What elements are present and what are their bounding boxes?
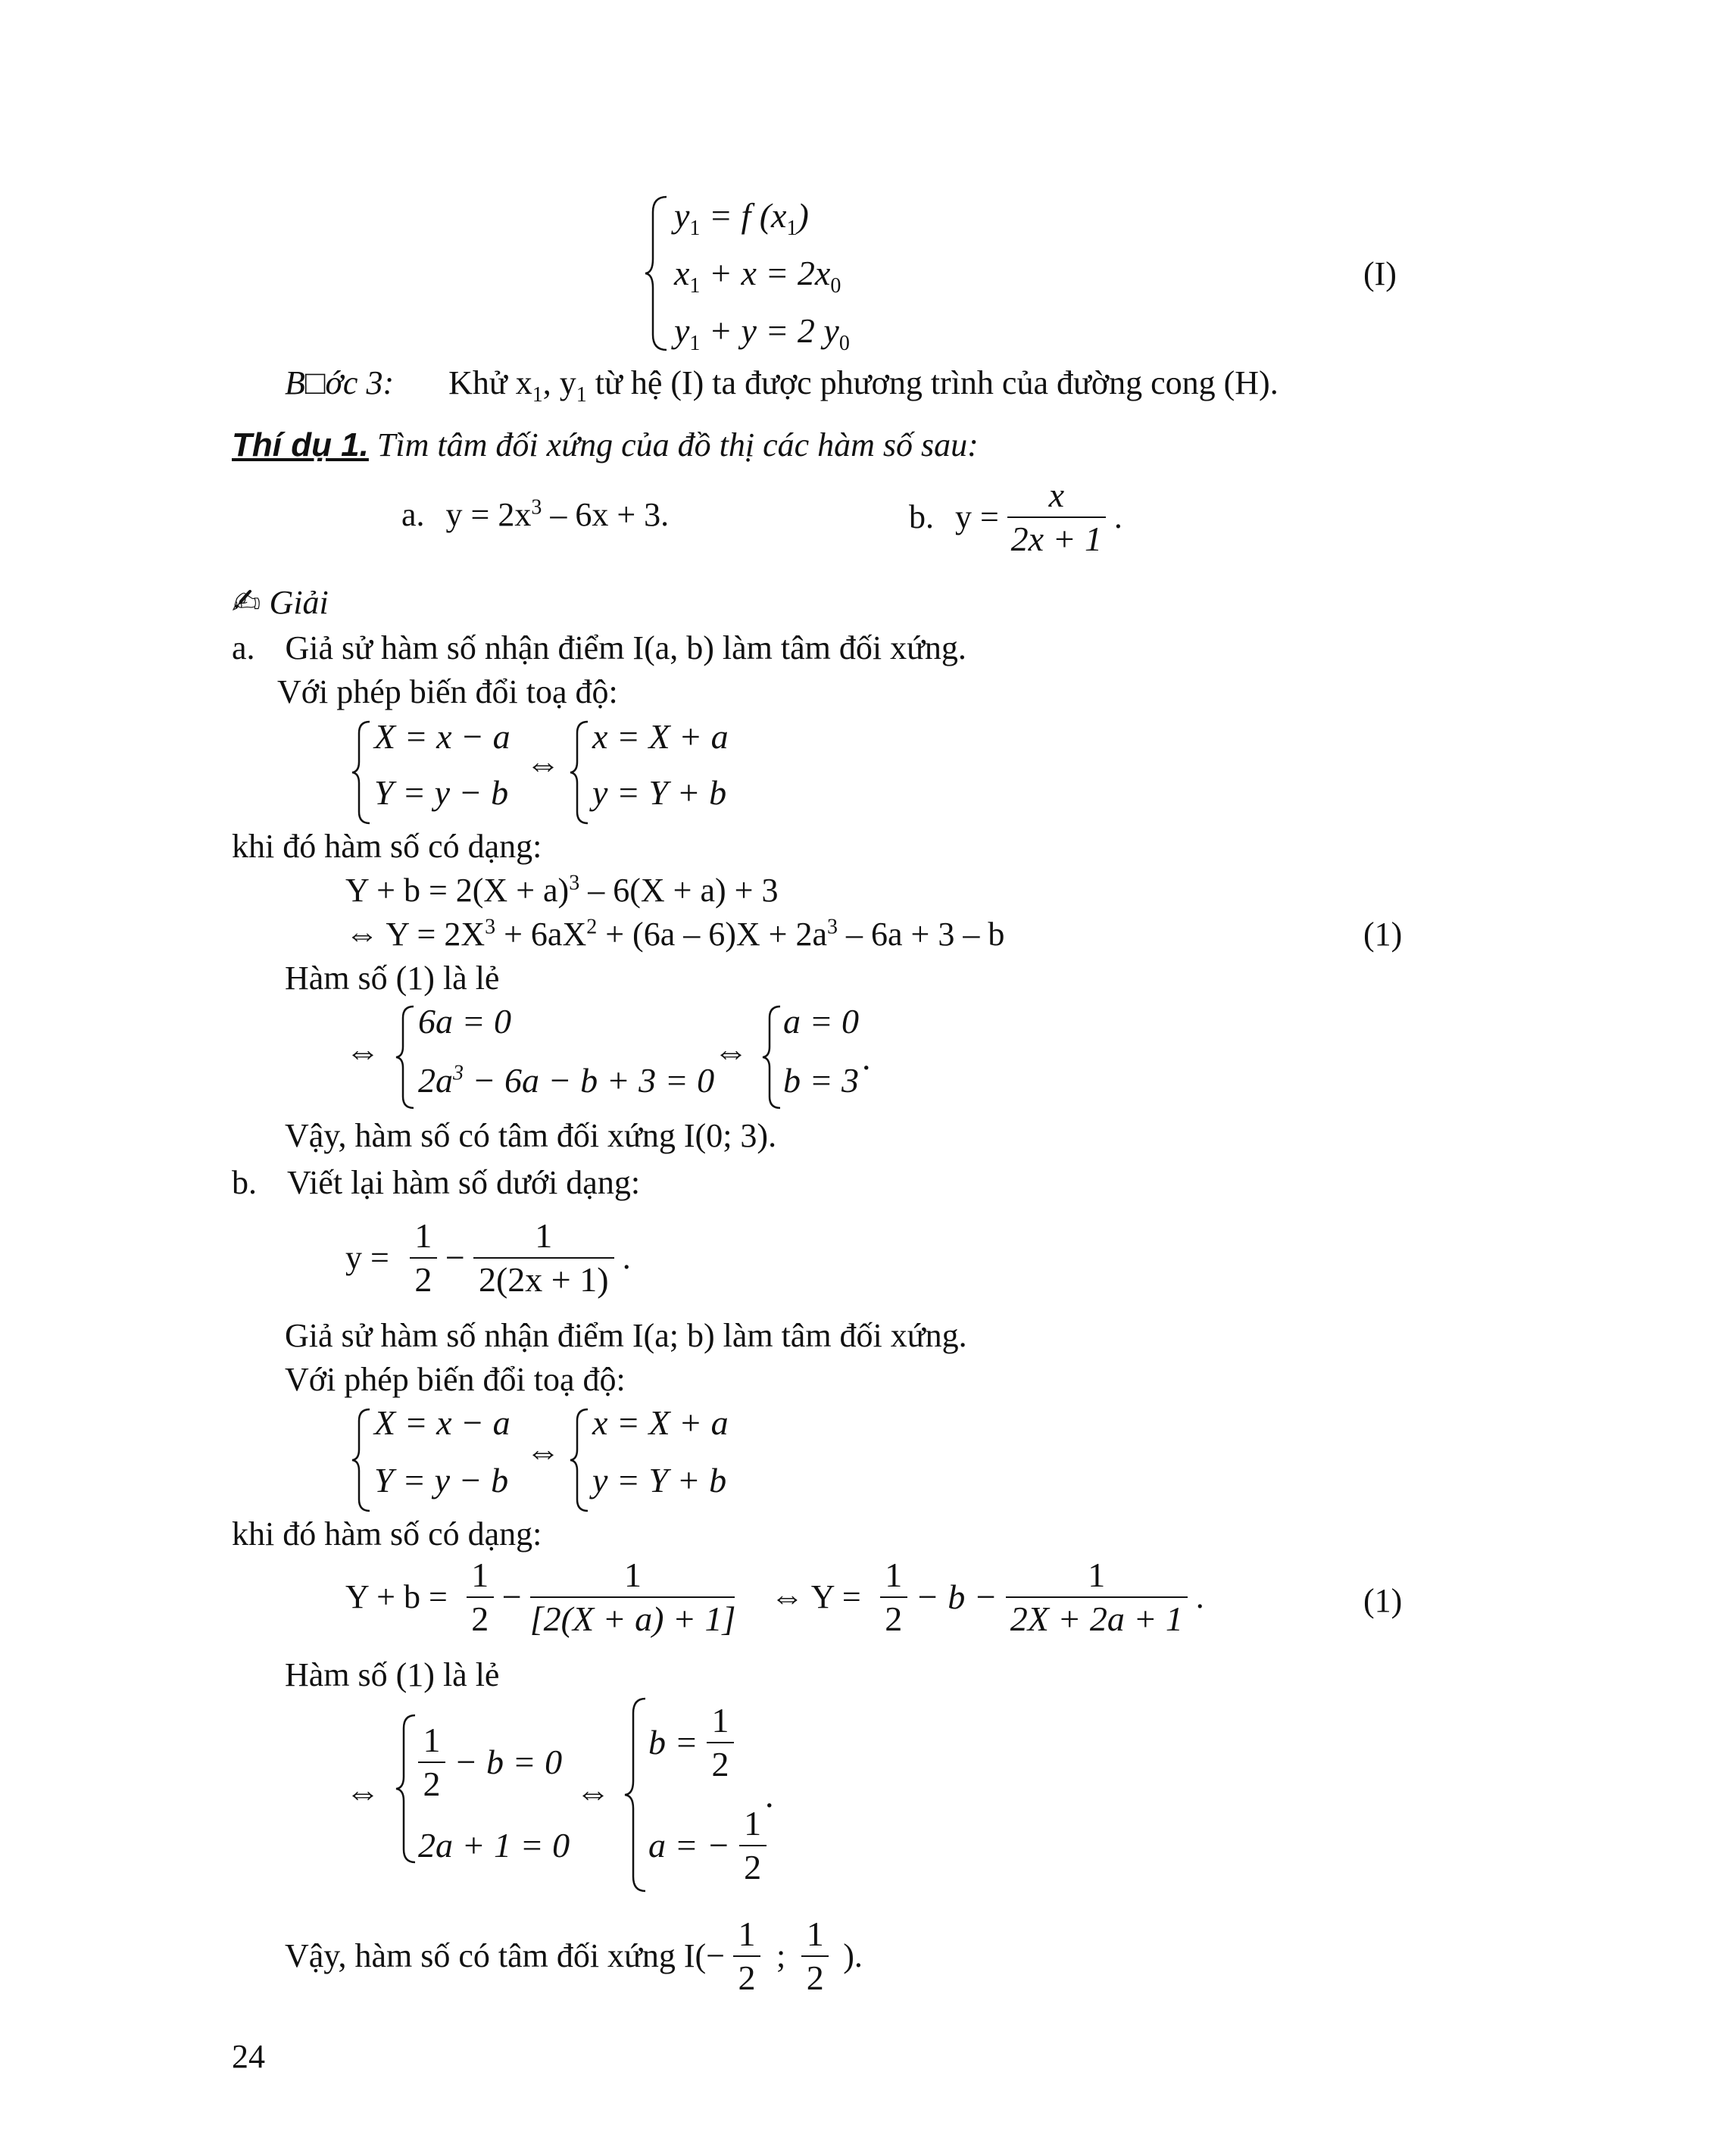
brace-icon	[350, 1407, 374, 1513]
sys-b-line1: X = x − a	[374, 1403, 510, 1442]
brace-icon	[568, 1407, 592, 1513]
example-heading-line	[232, 426, 979, 465]
page-number: 24	[232, 2038, 265, 2075]
b-conclusion: Vậy, hàm số có tâm đối xứng I(− $\frac{1}{2}$ ; $\frac{1}{2}$ ).	[285, 1915, 863, 1997]
odd-label-b: Hàm số (1) là lẻ	[285, 1656, 500, 1693]
brace-icon	[394, 1713, 420, 1865]
solution-title-line	[232, 582, 329, 623]
step3-line: B□ớc 3: Khử $x_1$, $y_1$ từ hệ (I) ta được phương trình của đường cong (H).	[285, 364, 1279, 407]
solution-b-rewrite: b. Viết lại hàm số dưới dạng:	[232, 1164, 641, 1201]
brace-icon	[623, 1696, 650, 1893]
solution-a-intro: a. Giả sử hàm số nhận điểm I(a, b) làm tâm đối xứng.	[232, 629, 966, 666]
brace-icon	[642, 194, 673, 353]
b-eq-label: (1)	[1363, 1582, 1403, 1619]
equiv-icon: ⇔	[576, 1773, 610, 1812]
sys-b-rline2: y = Y + b	[592, 1461, 727, 1499]
system-I-eq2: $x_1 + x = 2x_0$	[674, 254, 841, 298]
system-I-eq1: $y_1 = f$ $(x_1)$	[674, 196, 809, 241]
example-a: a. $y = 2x^3 - 6x + 3$.	[401, 495, 670, 533]
a-eq-label: (1)	[1363, 916, 1403, 953]
sys-b-line2: Y = y − b	[374, 1461, 509, 1499]
odd-a-line1: 6a = 0	[418, 1002, 512, 1041]
odd-b-line2: 2a + 1 = 0	[418, 1826, 570, 1865]
b-rewrite-eq: y = $\frac{1}{2}$ − $\frac{1}{2(2x + 1)}$ .	[345, 1216, 631, 1299]
pen-icon: ✍	[232, 581, 261, 622]
form-label-a: khi đó hàm số có dạng:	[232, 828, 542, 865]
example-b-fraction: $\frac{x}{2x + 1}$	[1007, 474, 1106, 560]
example-b: b. y = $\frac{x}{2x + 1}$ .	[909, 474, 1122, 560]
odd-b-rline2: a = − $\frac{1}{2}$	[648, 1802, 767, 1889]
a-eq1: $Y + b = 2(X + a)^3 - 6(X + a) + 3$	[345, 871, 779, 909]
brace-icon	[568, 719, 592, 825]
equiv-icon: ⇔	[526, 744, 560, 783]
equiv-icon: ⇔	[526, 1432, 560, 1471]
system-I-label: (I)	[1363, 255, 1397, 292]
sys-a-rline1: x = X + a	[592, 717, 729, 756]
sys-a-rline2: y = Y + b	[592, 773, 727, 812]
step3-label: B□ớc 3:	[285, 364, 395, 401]
equiv-icon: ⇔	[345, 1032, 380, 1071]
sys-b-rline1: x = X + a	[592, 1403, 729, 1442]
dot: .	[862, 1038, 871, 1077]
sys-a-line2: Y = y − b	[374, 773, 509, 812]
b-eq1: Y + b = $\frac{1}{2}$ − $\frac{1}{[2(X + a) + 1]}$ ⇔ Y = $\frac{1}{2}$ − b − $\frac{1}{2X + 2a + 1}$ .	[345, 1556, 1204, 1638]
a-eq2: ⇔ $Y = 2X^3 + 6aX^2 + (6a - 6)X + 2a^3 - 6a + 3 - b$	[345, 915, 1005, 953]
odd-a-line2: $2a^3 - 6a - b + 3 = 0$	[418, 1061, 715, 1100]
example-prompt: Tìm tâm đối xứng của đồ thị các hàm số sau:	[376, 426, 979, 463]
equiv-icon: ⇔	[713, 1032, 748, 1071]
transform-label-b: Với phép biến đổi toạ độ:	[285, 1361, 626, 1398]
transform-label-a: Với phép biến đổi toạ độ:	[277, 673, 618, 710]
solution-title: Giải	[269, 584, 329, 621]
brace-icon	[350, 719, 374, 825]
b-intro: Giả sử hàm số nhận điểm I(a; b) làm tâm đối xứng.	[285, 1317, 967, 1354]
a-conclusion: Vậy, hàm số có tâm đối xứng I(0; 3).	[285, 1117, 777, 1154]
system-I-eq3: $y_1 + y = 2$ $y_0$	[674, 311, 850, 356]
dot: .	[765, 1776, 774, 1815]
odd-b-line1: $\frac{1}{2}$ − b = 0	[418, 1719, 562, 1805]
equiv-icon: ⇔	[345, 1773, 380, 1812]
brace-icon	[760, 1004, 785, 1110]
example-heading: Thí dụ 1.	[232, 426, 369, 463]
brace-icon	[394, 1004, 418, 1110]
form-label-b: khi đó hàm số có dạng:	[232, 1515, 542, 1553]
odd-b-rline1: b = $\frac{1}{2}$	[648, 1699, 734, 1786]
odd-a-rline2: b = 3	[783, 1061, 860, 1100]
odd-label-a: Hàm số (1) là lẻ	[285, 960, 500, 997]
odd-a-rline1: a = 0	[783, 1002, 860, 1041]
sys-a-line1: X = x − a	[374, 717, 510, 756]
